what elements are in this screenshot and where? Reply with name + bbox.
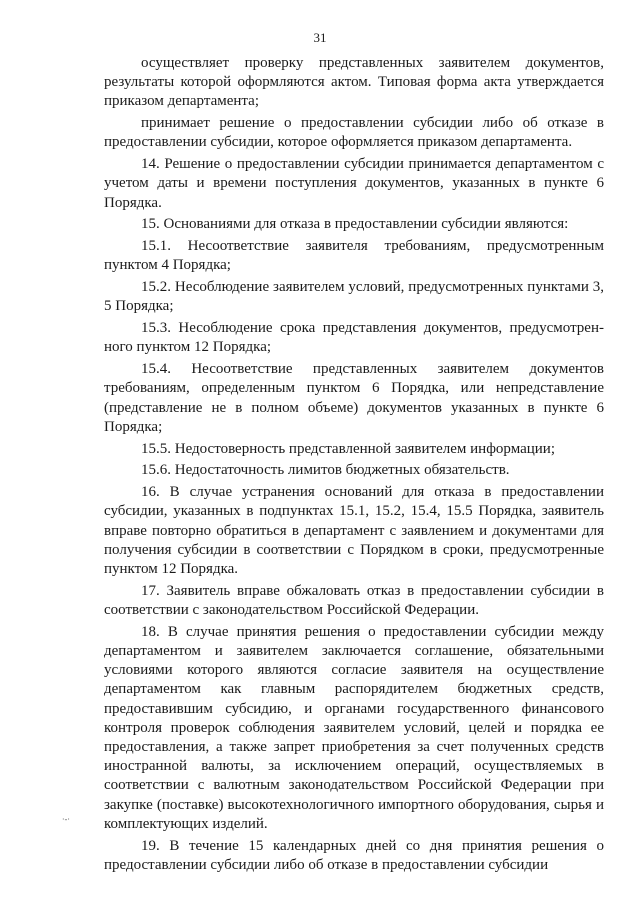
paragraph: 14. Решение о предоставлении субсидии принимается департаментом с учетом даты и времени поступления документов, указанных в пункте 6 Порядка.: [104, 156, 604, 211]
document-body: [104, 54, 604, 875]
paragraph: 16. В случае устранения оснований для отказа в предоставлении субсидии, указанных в подпунктах 15.1, 15.2, 15.4, 15.5 Порядка, заявитель вправе повторно обратиться в департамент с заявлением и документами для получения субсидии в соответствии с Порядком в сроки, предусмотренные пунктом 12 Порядка.: [104, 484, 604, 578]
paragraph: 19. В течение 15 календарных дней со дня принятия решения о предоставлении субсидии либо об отказе в предоставлении субсидии: [104, 837, 604, 873]
paragraph: 15. Основаниями для отказа в предоставлении субсидии являются:: [141, 216, 569, 233]
paragraph: принимает решение о предоставлении субсидии либо об отказе в предоставлении субсидии, которое оформляется приказом департамента.: [104, 115, 604, 151]
paragraph: 15.1. Несоответствие заявителя требованиям, предусмотренным пунктом 4 Порядка;: [104, 238, 604, 274]
page-number: 31: [313, 30, 327, 45]
paragraph: 15.5. Недостоверность представленной заявителем информации;: [141, 440, 555, 457]
paragraph: 15.6. Недостаточность лимитов бюджетных обязательств.: [141, 462, 510, 479]
paragraph: 15.2. Несоблюдение заявителем условий, предусмотренных пунктами 3, 5 Порядка;: [104, 279, 604, 315]
paragraph: 17. Заявитель вправе обжаловать отказ в предоставлении субсидии в соответствии с законодательством Российской Федерации.: [104, 582, 604, 619]
paragraph: 18. В случае принятия решения о предоставлении субсидии между департаментом и заявителем заключается соглашение, обязательными условиями которого являются согласие заявителя на осуществление департаментом как главным распорядителем бюджетных средств, предоставившим субсидию, и органами государственного финансового контроля проверок соблюдения заявителем условий, целей и порядка ее предоставления, а также запрет приобретения за счет полученных средств иностранной валюты, за исключением операций, осуществляемых в соответствии с валютным законодательством Российской Федерации при закупке (поставке) высокотехнологичного импортного оборудования, сырья и комплектующих изделий.: [104, 623, 604, 832]
paragraph: осуществляет проверку представленных заявителем документов, результаты которой оформляются актом. Типовая форма акта утверждается приказом департамента;: [104, 55, 604, 110]
paragraph: 15.4. Несоответствие представленных заявителем документов требованиям, определенным пунктом 6 Порядка, или непредставление (представление не в полном объеме) документов указанных в пункте 6 Порядка;: [104, 361, 604, 435]
margin-mark: ·‑·: [62, 815, 70, 824]
paragraph: 15.3. Несоблюдение срока представления документов, предусмотренного пунктом 12 Порядка;: [104, 320, 604, 356]
